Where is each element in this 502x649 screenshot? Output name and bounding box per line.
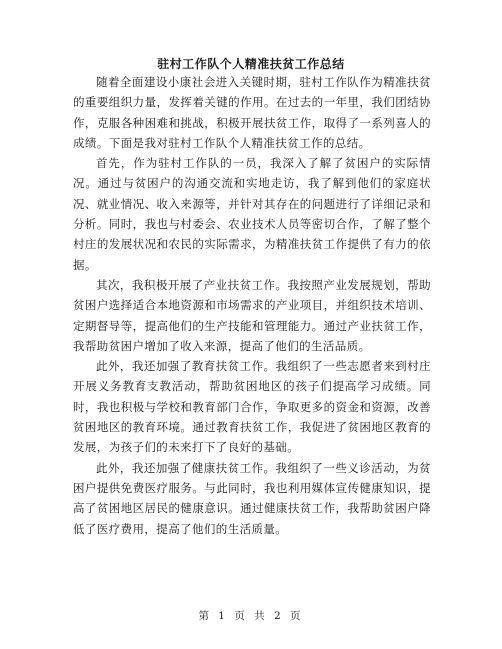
document-body <box>73 72 431 539</box>
paragraph-education: 此外，我还加强了教育扶贫工作。我组织了一些志愿者来到村庄开展义务教育支教活动，帮助贫困地区的孩子们提高学习成绩。同时，我也积极与学校和教育部门合作，争取更多的资金和资源，改善贫困地区的教育环境。通过教育扶贫工作，我促进了贫困地区教育的发展，为孩子们的未来打下了良好的基础。 <box>73 359 431 455</box>
paragraph-first: 首先，作为驻村工作队的一员，我深入了解了贫困户的实际情况。通过与贫困户的沟通交流和实地走访，我了解到他们的家庭状况、就业情况、收入来源等，并针对其存在的问题进行了详细记录和分析。同时，我也与村委会、农业技术人员等密切合作，了解了整个村庄的发展状况和农民的实际需求，为精准扶贫工作提供了有力的依据。 <box>73 156 431 272</box>
paragraph-intro: 随着全面建设小康社会进入关键时期，驻村工作队作为精准扶贫的重要组织力量，发挥着关键的作用。在过去的一年里，我们团结协作，克服各种困难和挑战，积极开展扶贫工作，取得了一系列喜人的成绩。下面是我对驻村工作队个人精准扶贫工作的总结。 <box>73 75 431 150</box>
paragraph-health: 此外，我还加强了健康扶贫工作。我组织了一些义诊活动，为贫困户提供免费医疗服务。与此同时，我也利用媒体宣传健康知识，提高了贫困地区居民的健康意识。通过健康扶贫工作，我帮助贫困户降低了医疗费用，提高了他们的生活质量。 <box>73 460 431 536</box>
paragraph-second: 其次，我积极开展了产业扶贫工作。我按照产业发展规划，帮助贫困户选择适合本地资源和市场需求的产业项目，并组织技术培训、定期督导等，提高他们的生产技能和管理能力。通过产业扶贫工作，我帮助贫困户增加了收入来源，提高了他们的生活品质。 <box>73 277 431 353</box>
page-number-footer: 第 1 页 共 2 页 <box>198 610 304 622</box>
document-title: 驻村工作队个人精准扶贫工作总结 <box>157 57 345 71</box>
